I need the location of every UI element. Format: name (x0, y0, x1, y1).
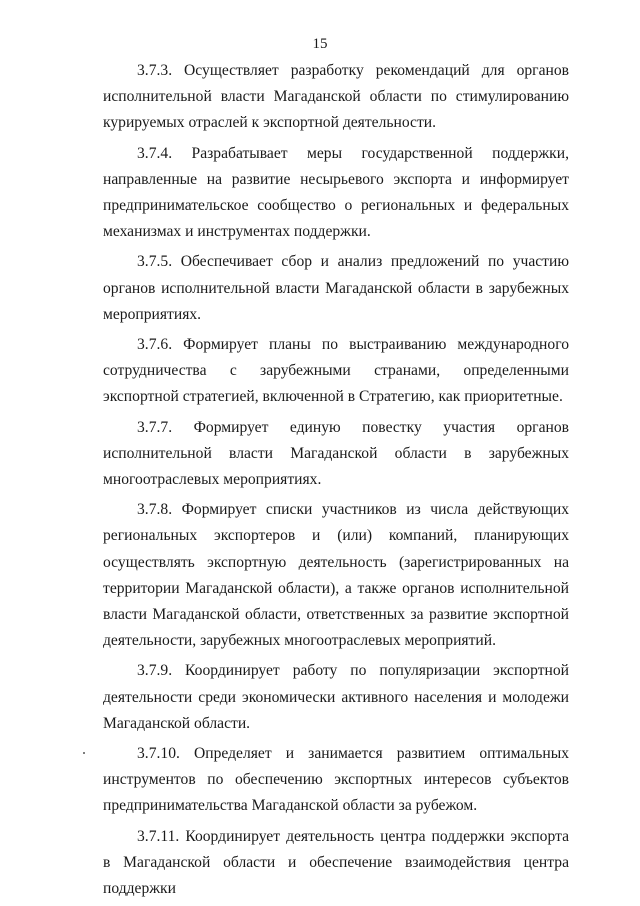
paragraph-3-7-9: 3.7.9. Координирует работу по популяризации экспортной деятельности среди экономически активного населения и молодежи Магаданской области. (103, 662, 569, 732)
paragraph-3-7-5: 3.7.5. Обеспечивает сбор и анализ предложений по участию органов исполнительной власти Магаданской области в зарубежных мероприятиях. (103, 253, 569, 323)
document-body (103, 58, 569, 906)
margin-mark (83, 752, 85, 754)
paragraph-3-7-7: 3.7.7. Формирует единую повестку участия органов исполнительной власти Магаданской области в зарубежных многоотраслевых мероприятиях. (103, 418, 569, 489)
page-number: 15 (312, 36, 328, 52)
paragraph-3-7-8: 3.7.8. Формирует списки участников из числа действующих региональных экспортеров и (или) компаний, планирующих осуществлять экспортную деятельность (зарегистрированных на территории Магаданской области), а также органов исполнительной власти Магаданской области, ответственных за развитие экспортной деятельности, зарубежных многоотраслевых мероприятий. (103, 501, 569, 650)
paragraph-3-7-4: 3.7.4. Разрабатывает меры государственной поддержки, направленные на развитие несырьевого экспорта и информирует предпринимательское сообщество о региональных и федеральных механизмах и инструментах поддержки. (103, 144, 569, 241)
paragraph-3-7-10: 3.7.10. Определяет и занимается развитием оптимальных инструментов по обеспечению экспортных интересов субъектов предпринимательства Магаданской области за рубежом. (103, 745, 569, 815)
paragraph-3-7-6: 3.7.6. Формирует планы по выстраиванию международного сотрудничества с зарубежными странами, определенными экспортной стратегией, включенной в Стратегию, как приоритетные. (103, 336, 569, 406)
paragraph-3-7-3: 3.7.3. Осуществляет разработку рекомендаций для органов исполнительной власти Магаданской области по стимулированию курируемых отраслей к экспортной деятельности. (103, 62, 569, 132)
paragraph-3-7-11: 3.7.11. Координирует деятельность центра поддержки экспорта в Магаданской области и обеспечение взаимодействия центра поддержки (103, 827, 569, 898)
